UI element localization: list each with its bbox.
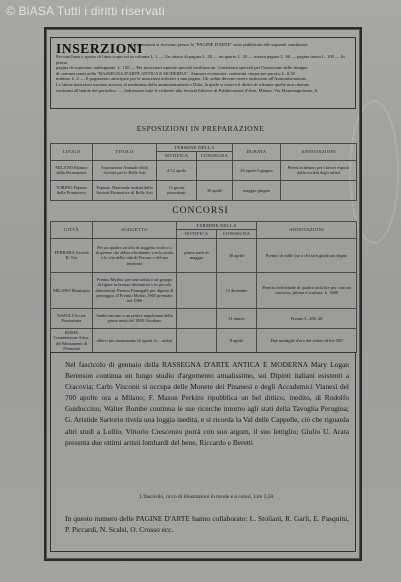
inserzioni-line: Le inserzioni si ricevono presso la "PAGINE D'ARTE" sono pubblicate alle seguenti condizioni:: [131, 42, 309, 47]
concorsi-header-row: [51, 222, 357, 230]
cell: TORINO Palazzo della Promotrice: [51, 180, 93, 200]
inserzioni-line: di commercianti nella "RASSEGNA D'ARTE ANTICA E MODERNA". Annunci economici: centesimi cinque per parola, L. 0,50: [56, 70, 295, 76]
paragraph-rassegna: Nel fascicolo di gennaio della RASSEGNA D'ARTE ANTICA E MODERNA Mary Logan Berenson continua un lungo studio d'argomento attualissimo, sui Dipinti italiani esistenti a Cracovia; Carlo Visconti si occupa delle Monete dei Pinanesi e degli Accademici Vianesi del 700 apolte ora a Milano; F. Mason Perkins ripubblica un bel dittico, inedito, di Rodolfo Guidoccino; Walter Bombe continua le sue ricerche intorno agli stati della Tavoglia Perugina; G. Aristide Sartorio rivela una loggia inedita, e si ricorda la Val delle Cappelle, ciò che riguarda altri studi a Lollio, Vittorio Crescenzo porrà con suo argom, il suo lettiglio; Giulio U. Arata presenta due ottimi artisti lombardi del bene, Riccardo e Beretti: [65, 360, 349, 447]
notice-box: [50, 352, 356, 552]
cell: Premio di mille lire a chi sarà giudicato degno: [257, 238, 357, 272]
paragraph-collaborators: In questo numero delle PAGINE D'ARTE hanno collaborato: L. Stoliani, R. Garli, E. Pasquini, P. Piccardi, N. Scalsi, O. Crosso ecc.: [65, 514, 349, 535]
header-consegna: CONSEGNA: [197, 152, 233, 160]
cell: 30 aprile: [197, 180, 233, 200]
price-note: L'fascicolo, ricco di illustrazioni in tavole e a colori, Lire 3,50.: [139, 494, 275, 500]
cell: 4-12 aprile: [157, 160, 197, 180]
inserzioni-box: [50, 37, 356, 109]
cell: ROMA Commissione Artist. dei Monumenti di Piemonte: [51, 328, 93, 353]
table-row: [51, 272, 357, 308]
cell: [197, 160, 233, 180]
cell: Esposiz. Nazionale indetta dalla Società Promotrice di Belle Arti: [93, 180, 157, 200]
header-annotazioni: ANNOTAZIONI: [281, 144, 357, 161]
watermark: © BiASA Tutti i diritti riservati: [6, 4, 165, 18]
cell: [281, 180, 357, 200]
table-row: [51, 328, 357, 353]
cell: Studio intorno a un pittore napoletano della prima metà del 1800 Giordano: [93, 308, 177, 328]
cell: FERRARA Società B. Tisi: [51, 238, 93, 272]
header-durata: DURATA: [233, 144, 281, 161]
esposizioni-header-row: [51, 144, 357, 152]
cell: 15 giorni precedenti: [157, 180, 197, 200]
inserzioni-line: minimo L. 2 — Il pagamento anticipato per le inserzioni inferiori a una pagina. Gli ordini devono essere indirizzati all'Amministrazione.: [56, 76, 308, 82]
inserzioni-title: INSERZIONI: [56, 41, 144, 56]
header-termine: TERMINE DELLA: [177, 222, 257, 230]
table-row: [51, 160, 357, 180]
inserzioni-line: conformi all'indole del periodico. — Indirizzare tutte le richieste alla Società Editrice di Pubblicazioni d'Arte, Milano, Via Montenapoleone, 6.: [56, 87, 319, 93]
cell: Premio Mylius: per una statua o un gruppo di figure in bronzo decorativo e in piccole dimensioni. Premio Fumagalli per dipinto di paesaggio. Il Premio Mylius 1905 premiato nel 1906: [93, 272, 177, 308]
table-row: [51, 238, 357, 272]
header-titolo: TITOLO: [93, 144, 157, 161]
cell: Premio individuale di quattro mila lire per ciascun concorso, pittura e scultura. L. 3000: [257, 272, 357, 308]
header-annotazioni: ANNOTAZIONI: [257, 222, 357, 239]
cell: prima metà di maggio: [177, 238, 217, 272]
cell: Premi in denaro per i lavori esposti dalla società degli artisti: [281, 160, 357, 180]
cell: 8 aprile: [217, 328, 257, 353]
header-notifica: NOTIFICA: [177, 230, 217, 238]
header-consegna: CONSEGNA: [217, 230, 257, 238]
inserzioni-text: [56, 54, 350, 93]
inserzioni-line: Per una linea o spazio di linea corpo sei in colonna L. 1 — Un ottavo di pagina L. 20 — un quarto L. 35 — mezza pagina L. 60 — pagina intera L. 100 — In prima: [56, 54, 345, 65]
header-termine: TERMINE DELLA: [157, 144, 233, 152]
cell: Per un quadro ad olio di soggetto storico o di genere che abbia riferimento con la storia e la vita della città di Ferrara e del suo territorio: [93, 238, 177, 272]
cell: [177, 272, 217, 308]
cell: 31 marzo: [217, 308, 257, 328]
cell: MILANO Palazzo della Permanente: [51, 160, 93, 180]
concorsi-title: CONCORSI: [172, 205, 229, 216]
esposizioni-table: [50, 143, 357, 201]
cell: [177, 308, 217, 328]
table-row: [51, 180, 357, 200]
header-soggetto: SOGGETTO: [93, 222, 177, 239]
esposizioni-title: ESPOSIZIONI IN PREPARAZIONE: [136, 124, 265, 133]
header-notifica: NOTIFICA: [157, 152, 197, 160]
concorsi-table: [50, 221, 357, 353]
cell: Esposizione Annuale della Società per le Belle Arti: [93, 160, 157, 180]
cell: maggio-giugno: [233, 180, 281, 200]
inserzioni-line: Le stesse inserzioni trovano accesso al medesimo della amministrazione e Ditta, la quale si riserva il diritto di rifiutare quelle non ritenute: [56, 81, 310, 87]
header-citta: CITTÀ: [51, 222, 93, 239]
cell: Due medaglie d'oro del valore di lire 500: [257, 328, 357, 353]
table-row: [51, 308, 357, 328]
header-luogo: LUOGO: [51, 144, 93, 161]
cell: 20 aprile-5 giugno: [233, 160, 281, 180]
cell: 15 dicembre: [217, 272, 257, 308]
cell: [177, 328, 217, 353]
inserzioni-line: pagina di copertina, raddoppiate. L. 150 — Per inserzioni ripetute speciali facilitazioni. Condizioni speciali per l'inserzione delle insegne: [56, 65, 308, 71]
cell: NAPOLI Accad. Pontaniana: [51, 308, 93, 328]
cell: allievi per monumento di ignoti in ... artisti: [93, 328, 177, 353]
cell: MILANO Municipio: [51, 272, 93, 308]
cell: Premio L. 400, 20: [257, 308, 357, 328]
cell: 30 aprile: [217, 238, 257, 272]
